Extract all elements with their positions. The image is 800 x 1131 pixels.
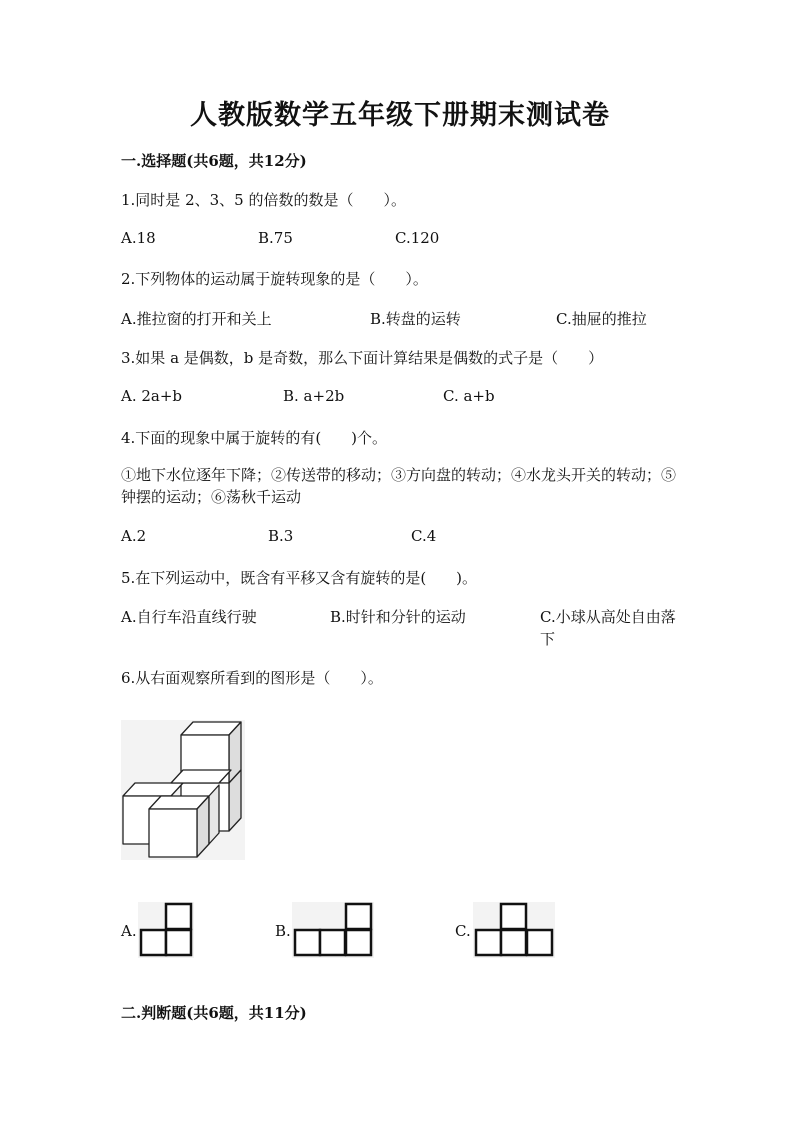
- option-a-figure: [138, 902, 194, 958]
- question-6-option-c: C.: [455, 922, 471, 940]
- question-6-option-b: B.: [275, 922, 291, 940]
- question-5-option-a: A.自行车沿直线行驶: [121, 608, 257, 626]
- question-3-option-a: A. 2a+b: [121, 387, 183, 405]
- question-4-option-a: A.2: [121, 527, 147, 545]
- question-6-option-a: A.: [121, 922, 137, 940]
- question-4-detail: ①地下水位逐年下降；②传送带的移动；③方向盘的转动；④水龙头开关的转动；⑤钟摆的运动；⑥荡秋千运动: [121, 466, 677, 506]
- question-5-text: 5.在下列运动中，既含有平移又含有旋转的是( )。: [121, 569, 478, 587]
- cube-stack-figure: [121, 720, 245, 860]
- question-2-option-c: C.抽屉的推拉: [556, 310, 647, 328]
- option-c-figure: [473, 902, 555, 958]
- question-4-text: 4.下面的现象中属于旋转的有( )个。: [121, 429, 388, 447]
- question-5-option-c: C.小球从高处自由落下: [540, 608, 676, 648]
- question-3-option-b: B. a+2b: [283, 387, 345, 405]
- option-b-figure: [292, 902, 374, 958]
- question-2-option-a: A.推拉窗的打开和关上: [121, 310, 272, 328]
- question-4-option-b: B.3: [268, 527, 294, 545]
- question-5-option-b: B.时针和分针的运动: [330, 608, 466, 626]
- page-title: 人教版数学五年级下册期末测试卷: [190, 100, 610, 131]
- section-heading-judgment: 二.判断题(共6题，共11分): [121, 1004, 307, 1022]
- question-6-text: 6.从右面观察所看到的图形是（ ）。: [121, 669, 383, 687]
- question-1-option-a: A.18: [121, 229, 156, 247]
- question-3-option-c: C. a+b: [443, 387, 495, 405]
- question-1-option-c: C.120: [395, 229, 440, 247]
- section-heading-choice: 一.选择题(共6题，共12分): [121, 152, 307, 170]
- question-3-text: 3.如果 a 是偶数，b 是奇数，那么下面计算结果是偶数的式子是（ ）: [121, 349, 604, 367]
- question-2-option-b: B.转盘的运转: [370, 310, 461, 328]
- question-4-option-c: C.4: [411, 527, 437, 545]
- question-2-text: 2.下列物体的运动属于旋转现象的是（ ）。: [121, 270, 428, 288]
- question-1-text: 1.同时是 2、3、5 的倍数的数是（ ）。: [121, 191, 406, 209]
- question-1-option-b: B.75: [258, 229, 293, 247]
